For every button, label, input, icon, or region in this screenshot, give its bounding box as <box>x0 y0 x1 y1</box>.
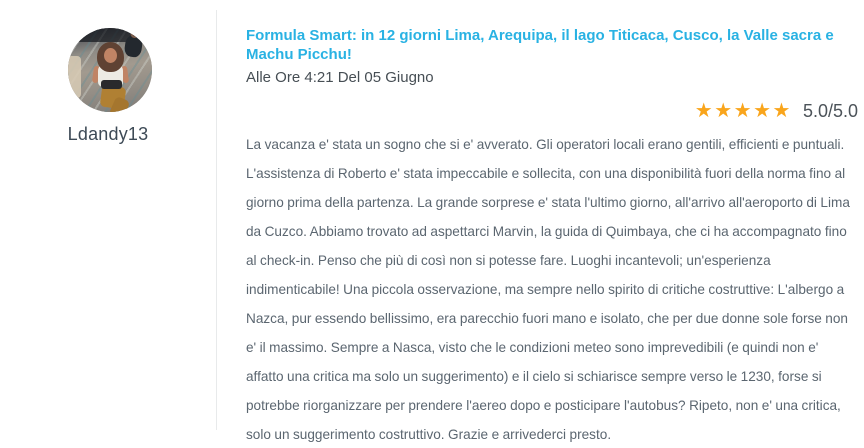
avatar-photo-bag <box>101 80 122 89</box>
avatar-photo-pillar <box>68 56 81 98</box>
review-title[interactable]: Formula Smart: in 12 giorni Lima, Arequipa, il lago Titicaca, Cusco, la Valle sacra e Machu Picchu! <box>246 27 834 63</box>
avatar-photo-face <box>104 48 117 63</box>
review-date: Alle Ore 4:21 Del 05 Giugno <box>246 69 434 86</box>
rating-row <box>246 99 858 123</box>
reviewer-panel <box>0 0 216 448</box>
review-body: La vacanza e' stata un sogno che si e' avverato. Gli operatori locali erano gentili, efficienti e puntuali. L'assistenza di Roberto e' stata impeccabile e sollecita, con una disponibilità fuori della norma fino al giorno prima della partenza. La grande sorprese e' stata l'ultimo giorno, all'arrivo all'aeroporto di Lima da Cuzco. Abbiamo trovato ad aspettarci Marvin, la guida di Quimbaya, che ci ha accompagnato fino al check-in. Penso che più di così non si potesse fare. Luoghi incantevoli; un'esperienza indimenticabile! Una piccola osservazione, ma sempre nello spirito di critiche costruttive: L'albergo a Nazca, pur essendo bellissimo, era parecchio fuori mano e isolato, che per due donne sole forse non e' il massimo. Sempre a Nasca, visto che le condizioni meteo sono imprevedibili (e quindi non e' affatto una critica ma solo un suggerimento) e il cielo si schiarisce sempre verso le 1230, forse si potrebbe riorganizzare per prendere l'aereo dopo e posticipare l'autobus? Ripeto, non e' una critica, solo un suggerimento costruttivo. Grazie e arrivederci presto. <box>246 137 850 442</box>
star-rating-icon: ★★★★★ <box>694 100 792 122</box>
reviewer-username: Ldandy13 <box>67 124 149 144</box>
rating-score: 5.0/5.0 <box>802 100 858 121</box>
avatar <box>68 28 152 112</box>
review-content <box>246 0 858 448</box>
vertical-divider <box>216 10 217 430</box>
